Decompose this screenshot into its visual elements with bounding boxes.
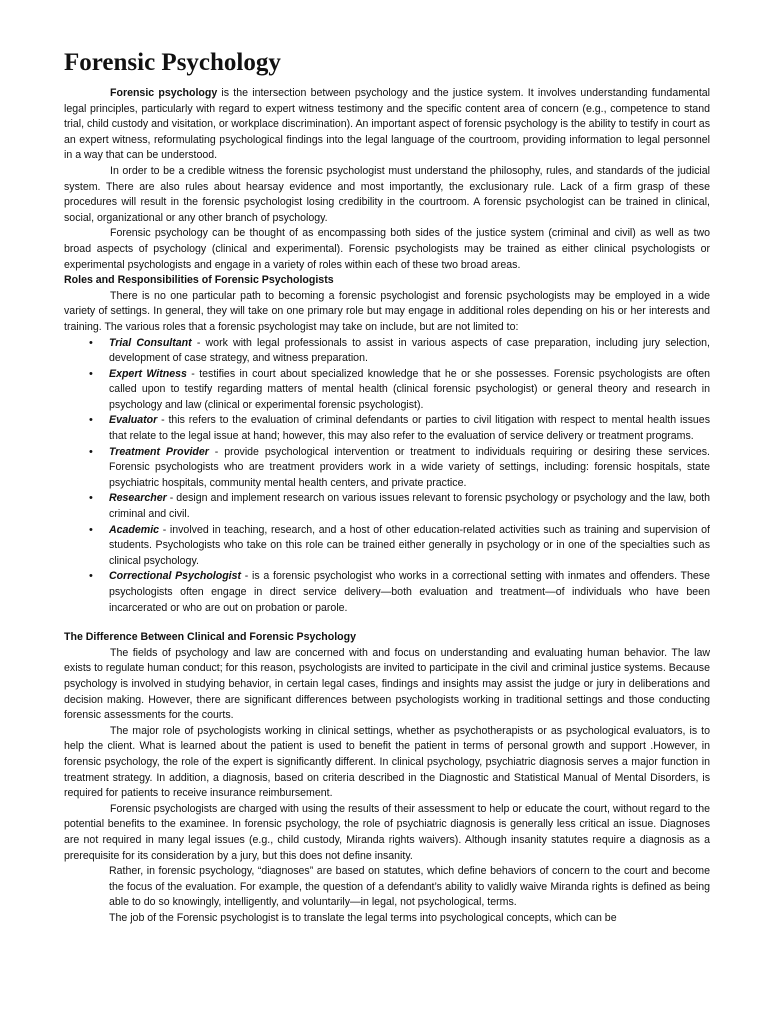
role-description: - design and implement research on various issues relevant to forensic psychology or psychology and the law, both criminal and civil. [109, 492, 710, 521]
list-item [109, 413, 710, 444]
difference-paragraph-1: The fields of psychology and law are concerned with and focus on understanding and evaluating human behavior. The law exists to regulate human conduct; for this reason, psychologists are invited to participate in the civil and criminal justice systems. Because psychology is involved in studying behavior, in certain legal cases, findings and insights may assist the judge or jury in deliberations and decision making. However, there are significant differences between psychologists working in traditional settings and those conducting forensic assessments for the courts. [64, 646, 710, 722]
role-title: Evaluator [109, 414, 158, 427]
difference-paragraph-5: The job of the Forensic psychologist is to translate the legal terms into psychological concepts, which can be [109, 911, 617, 924]
list-item [109, 569, 710, 616]
list-item [109, 336, 710, 367]
document-title: Forensic Psychology [64, 49, 281, 76]
role-description: - involved in teaching, research, and a host of other education-related activities such as training and supervision of students. Psychologists who take on this role can be trained either generally in psychology or in one of the specialties such as clinical psychology. [109, 523, 710, 567]
role-title: Treatment Provider [109, 445, 209, 458]
difference-paragraph-4: Rather, in forensic psychology, “diagnoses” are based on statutes, which define behaviors of concern to the court and become the focus of the evaluation. For example, the question of a defendant’s ability to validly waive Miranda rights is defined as being able to do so knowingly, intelligently, and voluntarily—in legal, not psychological, terms. [109, 865, 710, 909]
intro-paragraph-2: In order to be a credible witness the forensic psychologist must understand the philosophy, rules, and standards of the judicial system. There are also rules about hearsay evidence and most importantly, the exclusionary rule. Lack of a firm grasp of these procedures will result in the forensic psychologist losing credibility in the courtroom. A forensic psychologist can be trained in clinical, social, organizational or any other branch of psychology. [64, 164, 710, 224]
difference-paragraph-3: Forensic psychologists are charged with using the results of their assessment to help or educate the court, without regard to the potential benefits to the examinee. In forensic psychology, the role of psychiatric diagnosis is generally less critical an issue. Diagnoses are not required in many legal issues (e.g., child custody, Miranda rights waivers). Although insanity statutes require a diagnosis as a prerequisite for its consideration by a jury, but this does not define insanity. [64, 802, 710, 862]
difference-heading: The Difference Between Clinical and Forensic Psychology [64, 631, 356, 644]
role-title: Correctional Psychologist [109, 570, 242, 583]
intro-paragraph-1 [64, 86, 710, 164]
roles-intro: There is no one particular path to becoming a forensic psychologist and forensic psychologists may be employed in a wide variety of settings. In general, they will take on one primary role but may engage in additional roles depending on his or her interests and training. The various roles that a forensic psychologist may take on include, but are not limited to: [64, 289, 710, 333]
intro-paragraph-3: Forensic psychology can be thought of as encompassing both sides of the justice system (criminal and civil) as well as two broad aspects of psychology (clinical and experimental). Forensic psychologists may be trained as either clinical psychologists or experimental psychologists and engage in a variety of roles within each of these two broad areas. [64, 227, 710, 271]
role-title: Expert Witness [109, 367, 187, 380]
role-title: Academic [109, 523, 160, 536]
role-description: - work with legal professionals to assist in various aspects of case preparation, including jury selection, development of case strategy, and witness preparation. [109, 336, 710, 365]
lead-text: is the intersection between psychology and the justice system. It involves understanding fundamental legal principles, particularly with regard to expert witness testimony and the specific content area of concern (e.g., competence to stand trial, child custody and visitation, or workplace discrimination). An important aspect of forensic psychology is the ability to testify in court as an expert witness, reformulating psychological findings into the legal language of the courtroom, providing information to legal personnel in a way that can be understood. [64, 87, 711, 162]
role-title: Researcher [109, 492, 167, 505]
role-description: - provide psychological intervention or treatment to individuals requiring or desiring these services. Forensic psychologists who are treatment providers work in a wide variety of settings, including: forensic hospitals, state psychiatric hospitals, community mental health centers, and private practice. [109, 445, 711, 489]
list-item [109, 367, 710, 414]
roles-heading: Roles and Responsibilities of Forensic Psychologists [64, 274, 334, 287]
lead-term: Forensic psychology [110, 87, 218, 99]
role-description: - testifies in court about specialized knowledge that he or she possesses. Forensic psychologists are often called upon to testify regarding matters of mental health (clinical forensic psychologist) or general theory and research in psychology and law (clinical or experimental forensic psychologist). [109, 367, 710, 411]
difference-paragraph-2: The major role of psychologists working in clinical settings, whether as psychotherapists or as psychological evaluators, is to help the client. What is learned about the patient is used to benefit the patient in terms of personal growth and support .However, in forensic psychology, the role of the expert is significantly different. In clinical psychology, psychiatric diagnosis serves a major function in treatment strategy. In addition, a diagnosis, based on criteria described in the Diagnostic and Statistical Manual of Mental Disorders, is required for patients to receive insurance reimbursement. [64, 724, 710, 800]
list-item [109, 491, 710, 522]
role-description: - is a forensic psychologist who works in a correctional setting with inmates and offenders. These psychologists often engage in direct service delivery—both evaluation and treatment—of individuals who have been incarcerated or who are out on probation or parole. [109, 570, 710, 614]
document-body [64, 86, 710, 926]
list-item [109, 523, 710, 570]
roles-list [64, 336, 710, 617]
role-description: - this refers to the evaluation of criminal defendants or parties to civil litigation with respect to mental health issues that relate to the legal issue at hand; however, this may also refer to the evaluation of service delivery or treatment programs. [109, 414, 710, 443]
list-item [109, 445, 710, 492]
role-title: Trial Consultant [109, 336, 192, 349]
